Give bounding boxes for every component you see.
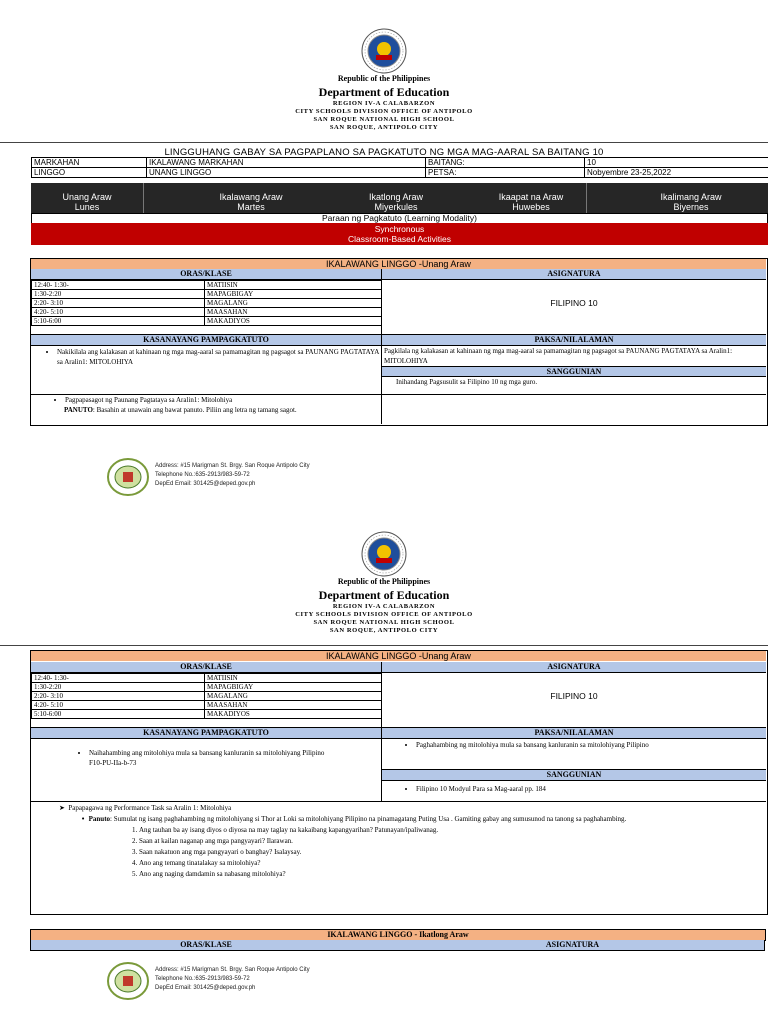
list-item: 1. Ang tauhan ba ay isang diyos o diyosa na may taglay na kakaibang kapangyarihan? Patunayan/ipaliwanag.: [139, 825, 764, 836]
table-row: 1:30-2:20 MAPAGBIGAY: [32, 290, 382, 299]
republic-text: Republic of the Philippines: [337, 577, 431, 586]
block2-paksa-header: PAKSA/NILALAMAN: [382, 727, 766, 739]
markahan-label: MARKAHAN: [32, 158, 147, 168]
synchronous-row: Synchronous Classroom-Based Activities: [31, 223, 768, 245]
table-row: 2:20- 3:10 MAGALANG: [32, 692, 382, 701]
table-row: 2:20- 3:10 MAGALANG: [32, 299, 382, 308]
block2-kasanayan-header: KASANAYANG PAMPAGKATUTO: [31, 727, 381, 739]
table-row: 4:20- 5:10 MAASAHAN: [32, 701, 382, 710]
list-item: 3. Saan nakatuon ang mga pangyayari o banghay? Isalaysay.: [139, 847, 764, 858]
plan-info-table: [31, 157, 768, 178]
day-5: Ikalimang Araw Biyernes: [660, 192, 722, 212]
school-logo-icon: [106, 457, 150, 497]
block1-sanggunian-header: SANGGUNIAN: [382, 366, 766, 377]
block1-sanggunian: Inihandang Pagsusulit sa Filipino 10 ng mga guro.: [396, 378, 538, 386]
linggo-value: UNANG LINGGO: [147, 168, 426, 178]
day-4: Ikaapat na Araw Huwebes: [498, 192, 564, 212]
block2-kasanayan: • Naihahambing ang mitolohiya mula sa bansang kanluranin sa mitolohiyang Pilipino F10-PU-IIa-b-73: [31, 748, 376, 768]
baitang-value: 10: [585, 158, 768, 168]
block1-activity: • Pagpapasagot ng Paunang Pagtataya sa Aralin1: Mitolohiya PANUTO: Basahin at unawain ang bawat panuto. Piliin ang letra ng tamang sagot.: [31, 396, 766, 415]
block1-title: IKALAWANG LINGGO -Unang Araw: [31, 259, 766, 269]
arrow-bullet-icon: ➤: [59, 804, 65, 812]
department-text: Department of Education: [318, 588, 450, 602]
block2-activity: ➤ Papapagawa ng Performance Task sa Aralin 1: Mitolohiya • Panuto: Sumulat ng isang paghahambing ng mitolohiyang si Thor at Loki sa mitolohiyang Pilipino na pinamagatang Puting Usa . Gamiting gabay ang sumusunod na tanong sa paghahambing. 1. Ang tauhan ba ay isang diyos o diyosa na may taglay na kakaibang kapangyarihan? Patunayan/ipaliwanag. 2. Saan at kailan naganap ang mga pangyayari? Ilarawan. 3. Saan nakatuon ang mga pangyayari o banghay? Isalaysay. 4. Ano ang temang tinatalakay sa mitolohiya? 5. Ano ang naging damdamin sa nabasang mitolohiya?: [31, 803, 764, 880]
block2-oras-header: ORAS/KLASE: [31, 662, 381, 673]
day-3: Ikatlong Araw Miyerkules: [368, 192, 424, 212]
block3-title: IKALAWANG LINGGO - Ikatlong Araw: [30, 929, 766, 941]
table-row: 5:10-6:00 MAKADIYOS: [32, 317, 382, 326]
table-row: 1:30-2:20 MAPAGBIGAY: [32, 683, 382, 692]
school-text: SAN ROQUE NATIONAL HIGH SCHOOL: [313, 116, 455, 123]
region-text: REGION IV-A CALABARZON: [332, 603, 436, 610]
header-divider: [0, 142, 768, 143]
table-row: 4:20- 5:10 MAASAHAN: [32, 308, 382, 317]
block1-paksa-header: PAKSA/NILALAMAN: [382, 334, 766, 346]
division-text: CITY SCHOOLS DIVISION OFFICE OF ANTIPOLO: [295, 611, 473, 618]
plan-title: LINGGUHANG GABAY SA PAGPAPLANO SA PAGKATUTO NG MGA MAG-AARAL SA BAITANG 10: [164, 147, 604, 158]
linggo-label: LINGGO: [32, 168, 147, 178]
deped-seal-icon: [361, 531, 407, 577]
block2-paksa: • Paghahambing ng mitolohiya mula sa bansang kanluranin sa mitolohiyang Pilipino: [384, 740, 764, 750]
modality-row: Paraan ng Pagkatuto (Learning Modality): [31, 213, 768, 224]
block1-kasanayan: • Nakikilala ang kalakasan at kahinaan ng mga mag-aaral sa pamamagitan ng pagsagot sa PAUNANG PAGTATAYA sa Aralin1: MITOLOHIYA: [31, 347, 379, 367]
petsa-label: PETSA:: [426, 168, 585, 178]
department-text: Department of Education: [318, 85, 450, 99]
block2-subject: FILIPINO 10: [550, 691, 598, 701]
day-1: Unang Araw Lunes: [62, 192, 112, 212]
school-logo-icon: [106, 961, 150, 1001]
block2-asignatura-header: ASIGNATURA: [382, 662, 766, 673]
block3-asignatura-header: ASIGNATURA: [381, 940, 765, 951]
block2-schedule: [31, 673, 382, 719]
block1-subject: FILIPINO 10: [550, 298, 598, 308]
block1-schedule: [31, 280, 382, 326]
footer-1: Address: #15 Marigman St. Brgy. San Roque Antipolo City Telephone No.:635-2913/983-59-72 DepEd Email: 301425@deped.gov.ph: [155, 463, 310, 487]
address-text: SAN ROQUE, ANTIPOLO CITY: [329, 627, 439, 634]
block2-title: IKALAWANG LINGGO -Unang Araw: [31, 651, 766, 661]
table-row: 12:40- 1:30- MATIISIN: [32, 281, 382, 290]
day-2: Ikalawang Araw Martes: [219, 192, 283, 212]
block1-paksa: Pagkilala ng kalakasan at kahinaan ng mga mag-aaral sa pamamagitan ng pagsagot sa PAUNANG PAGTATAYA sa Aralin1: MITOLOHIYA: [384, 347, 733, 365]
table-row: 5:10-6:00 MAKADIYOS: [32, 710, 382, 719]
baitang-label: BAITANG:: [426, 158, 585, 168]
header-divider: [0, 645, 768, 646]
region-text: REGION IV-A CALABARZON: [332, 100, 436, 107]
block2-sanggunian: • Filipino 10 Modyul Para sa Mag-aaral pp. 184: [384, 784, 764, 794]
block1-oras-header: ORAS/KLASE: [31, 269, 381, 280]
block1-asignatura-header: ASIGNATURA: [382, 269, 766, 280]
block3-oras-header: ORAS/KLASE: [30, 940, 382, 951]
deped-seal-icon: [361, 28, 407, 74]
markahan-value: IKALAWANG MARKAHAN: [147, 158, 426, 168]
address-text: SAN ROQUE, ANTIPOLO CITY: [329, 124, 439, 131]
school-text: SAN ROQUE NATIONAL HIGH SCHOOL: [313, 619, 455, 626]
days-row: [31, 183, 768, 214]
list-item: 5. Ano ang naging damdamin sa nabasang mitolohiya?: [139, 869, 764, 880]
block2-sanggunian-header: SANGGUNIAN: [382, 769, 766, 781]
list-item: 4. Ano ang temang tinatalakay sa mitolohiya?: [139, 858, 764, 869]
list-item: 2. Saan at kailan naganap ang mga pangyayari? Ilarawan.: [139, 836, 764, 847]
petsa-value: Nobyembre 23-25,2022: [585, 168, 768, 178]
block1-kasanayan-header: KASANAYANG PAMPAGKATUTO: [31, 334, 381, 346]
table-row: 12:40- 1:30- MATIISIN: [32, 674, 382, 683]
footer-2: Address: #15 Marigman St. Brgy. San Roque Antipolo City Telephone No.:635-2913/983-59-72 DepEd Email: 301425@deped.gov.ph: [155, 967, 310, 991]
republic-text: Republic of the Philippines: [337, 74, 431, 83]
division-text: CITY SCHOOLS DIVISION OFFICE OF ANTIPOLO: [295, 108, 473, 115]
